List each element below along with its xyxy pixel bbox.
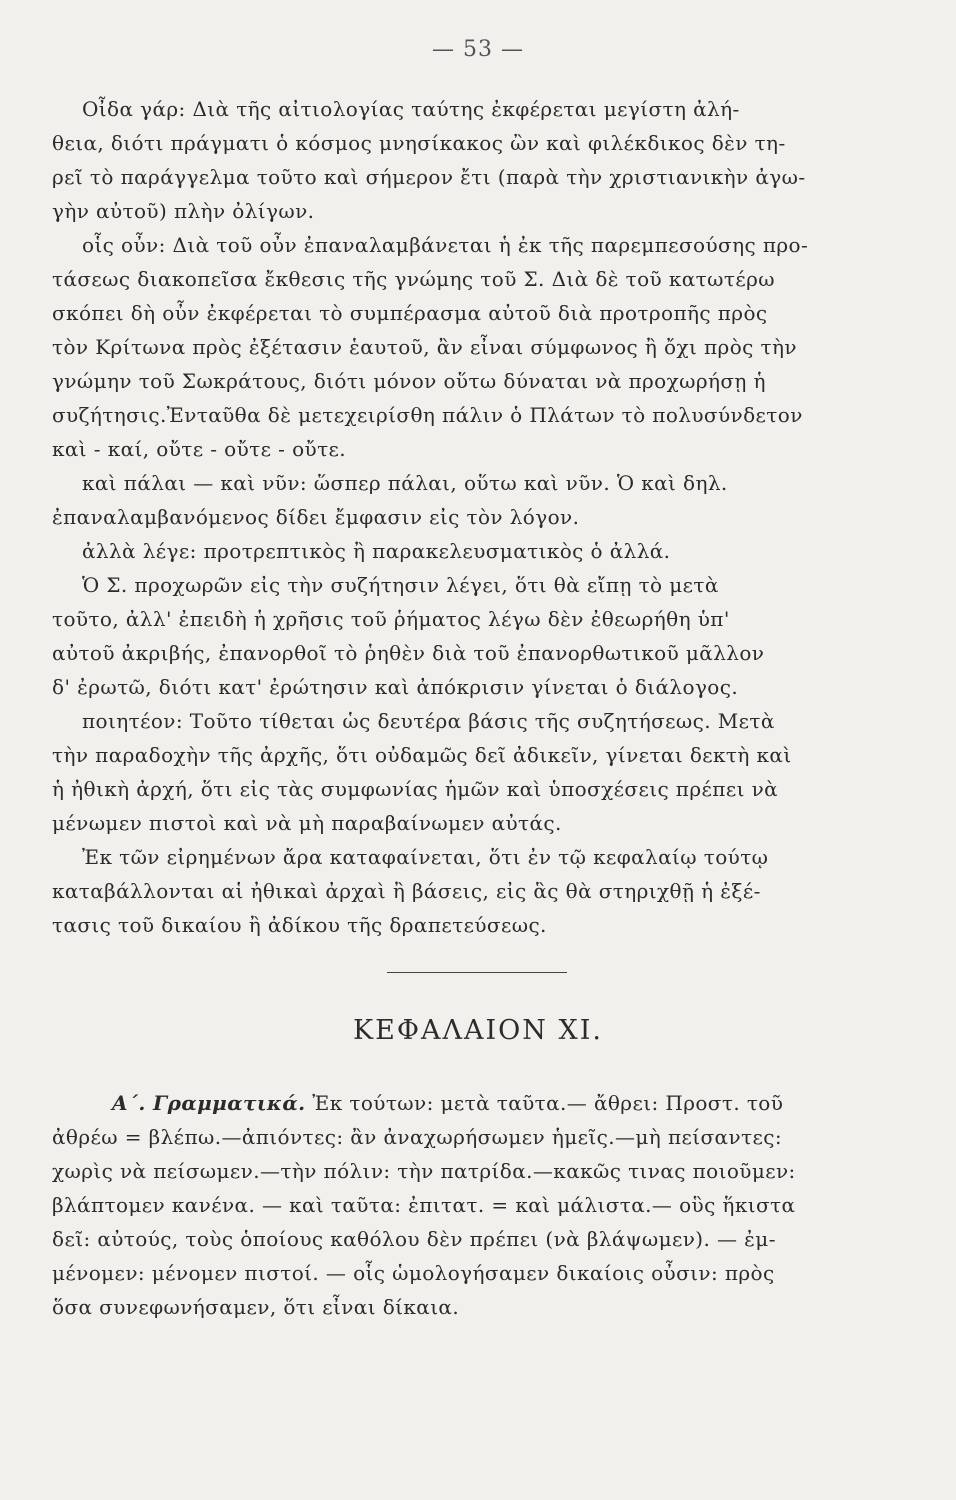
text-line: δ' ἐρωτῶ, διότι κατ' ἐρώτησιν καὶ ἀπόκρισιν γίνεται ὁ διάλογος. bbox=[52, 675, 739, 699]
text-line: ἀλλὰ λέγε: προτρεπτικὸς ἢ παρακελευσματικὸς ὁ ἀλλά. bbox=[82, 539, 671, 563]
text-line: ἀθρέω = βλέπω.—ἀπιόντες: ἂν ἀναχωρήσωμεν ἡμεῖς.—μὴ πείσαντες: bbox=[52, 1125, 782, 1149]
text-line: ἡ ἠθικὴ ἀρχή, ὅτι εἰς τὰς συμφωνίας ἡμῶν καὶ ὑποσχέσεις πρέπει νὰ bbox=[52, 777, 779, 801]
text-line: μένωμεν πιστοὶ καὶ νὰ μὴ παραβαίνωμεν αὐτάς. bbox=[52, 811, 562, 835]
text-line: δεῖ: αὐτούς, τοὺς ὁποίους καθόλου δὲν πρέπει (νὰ βλάψωμεν). — ἐμ- bbox=[52, 1227, 776, 1251]
text-line: σκόπει δὴ οὖν ἐκφέρεται τὸ συμπέρασμα αὐτοῦ διὰ προτροπῆς πρὸς bbox=[52, 301, 768, 325]
text-line: μένομεν: μένομεν πιστοί. — οἷς ὡμολογήσαμεν δικαίοις οὖσιν: πρὸς bbox=[52, 1261, 775, 1285]
text-line: ὅσα συνεφωνήσαμεν, ὅτι εἶναι δίκαια. bbox=[52, 1295, 460, 1319]
text-line: καὶ πάλαι — καὶ νῦν: ὥσπερ πάλαι, οὕτω καὶ νῦν. Ὁ καὶ δηλ. bbox=[82, 471, 728, 495]
text-line: τοῦτο, ἀλλ' ἐπειδὴ ἡ χρῆσις τοῦ ῥήματος λέγω δὲν ἐθεωρήθη ὑπ' bbox=[52, 607, 730, 631]
page-number: — 53 — bbox=[432, 37, 524, 62]
text-line: Ἐκ τούτων: μετὰ ταῦτα.— ἄθρει: Προστ. τοῦ bbox=[312, 1091, 784, 1115]
text-line: τάσεως διακοπεῖσα ἔκθεσις τῆς γνώμης τοῦ Σ. Διὰ δὲ τοῦ κατωτέρω bbox=[52, 267, 775, 291]
section-divider bbox=[387, 972, 567, 973]
text-line: καταβάλλονται αἱ ἠθικαὶ ἀρχαὶ ἢ βάσεις, εἰς ἃς θὰ στηριχθῇ ἡ ἐξέ- bbox=[52, 879, 761, 903]
text-line: αὐτοῦ ἀκριβής, ἐπανορθοῖ τὸ ῥηθὲν διὰ τοῦ ἐπανορθωτικοῦ μᾶλλον bbox=[52, 641, 765, 665]
text-line: τὴν παραδοχὴν τῆς ἀρχῆς, ὅτι οὐδαμῶς δεῖ ἀδικεῖν, γίνεται δεκτὴ καὶ bbox=[52, 743, 792, 767]
text-line: Ὁ Σ. προχωρῶν εἰς τὴν συζήτησιν λέγει, ὅτι θὰ εἴπῃ τὸ μετὰ bbox=[82, 573, 719, 597]
chapter-title: ΚΕΦΑΛΑΙΟΝ XI. bbox=[353, 1015, 603, 1046]
text-line: συζήτησις.Ἐνταῦθα δὲ μετεχειρίσθη πάλιν ὁ Πλάτων τὸ πολυσύνδετον bbox=[52, 403, 803, 427]
text-line: βλάπτομεν κανένα. — καὶ ταῦτα: ἐπιτατ. = καὶ μάλιστα.— οὓς ἥκιστα bbox=[52, 1193, 796, 1217]
commentary-paragraphs bbox=[52, 92, 852, 942]
text-line: χωρὶς νὰ πείσωμεν.—τὴν πόλιν: τὴν πατρίδα.—κακῶς τινας ποιοῦμεν: bbox=[52, 1159, 796, 1183]
text-line: οἷς οὖν: Διὰ τοῦ οὖν ἐπαναλαμβάνεται ἡ ἐκ τῆς παρεμπεσούσης προ- bbox=[82, 233, 809, 257]
grammar-section bbox=[52, 1086, 872, 1324]
text-line: θεια, διότι πράγματι ὁ κόσμος μνησίκακος ὢν καὶ φιλέκδικος δὲν τη- bbox=[52, 131, 786, 155]
text-line: Ἐκ τῶν εἰρημένων ἄρα καταφαίνεται, ὅτι ἐν τῷ κεφαλαίῳ τούτῳ bbox=[82, 845, 769, 869]
text-line: γὴν αὐτοῦ) πλὴν ὀλίγων. bbox=[52, 199, 315, 223]
section-heading: Α΄. Γραμματικά. bbox=[112, 1091, 306, 1115]
text-line: Οἶδα γάρ: Διὰ τῆς αἰτιολογίας ταύτης ἐκφέρεται μεγίστη ἀλή- bbox=[82, 97, 740, 121]
text-line: τὸν Κρίτωνα πρὸς ἐξέτασιν ἑαυτοῦ, ἂν εἶναι σύμφωνος ἢ ὄχι πρὸς τὴν bbox=[52, 335, 797, 359]
text-line: ἐπαναλαμβανόμενος δίδει ἔμφασιν εἰς τὸν λόγον. bbox=[52, 505, 580, 529]
text-line: ποιητέον: Τοῦτο τίθεται ὡς δευτέρα βάσις τῆς συζητήσεως. Μετὰ bbox=[82, 709, 775, 733]
text-line: τασις τοῦ δικαίου ἢ ἀδίκου τῆς δραπετεύσεως. bbox=[52, 913, 547, 937]
text-line: γνώμην τοῦ Σωκράτους, διότι μόνον οὕτω δύναται νὰ προχωρήσῃ ἡ bbox=[52, 369, 766, 393]
text-line: ρεῖ τὸ παράγγελμα τοῦτο καὶ σήμερον ἔτι (παρὰ τὴν χριστιανικὴν ἀγω- bbox=[52, 165, 806, 189]
text-line: καὶ - καί, οὔτε - οὔτε - οὔτε. bbox=[52, 437, 347, 461]
